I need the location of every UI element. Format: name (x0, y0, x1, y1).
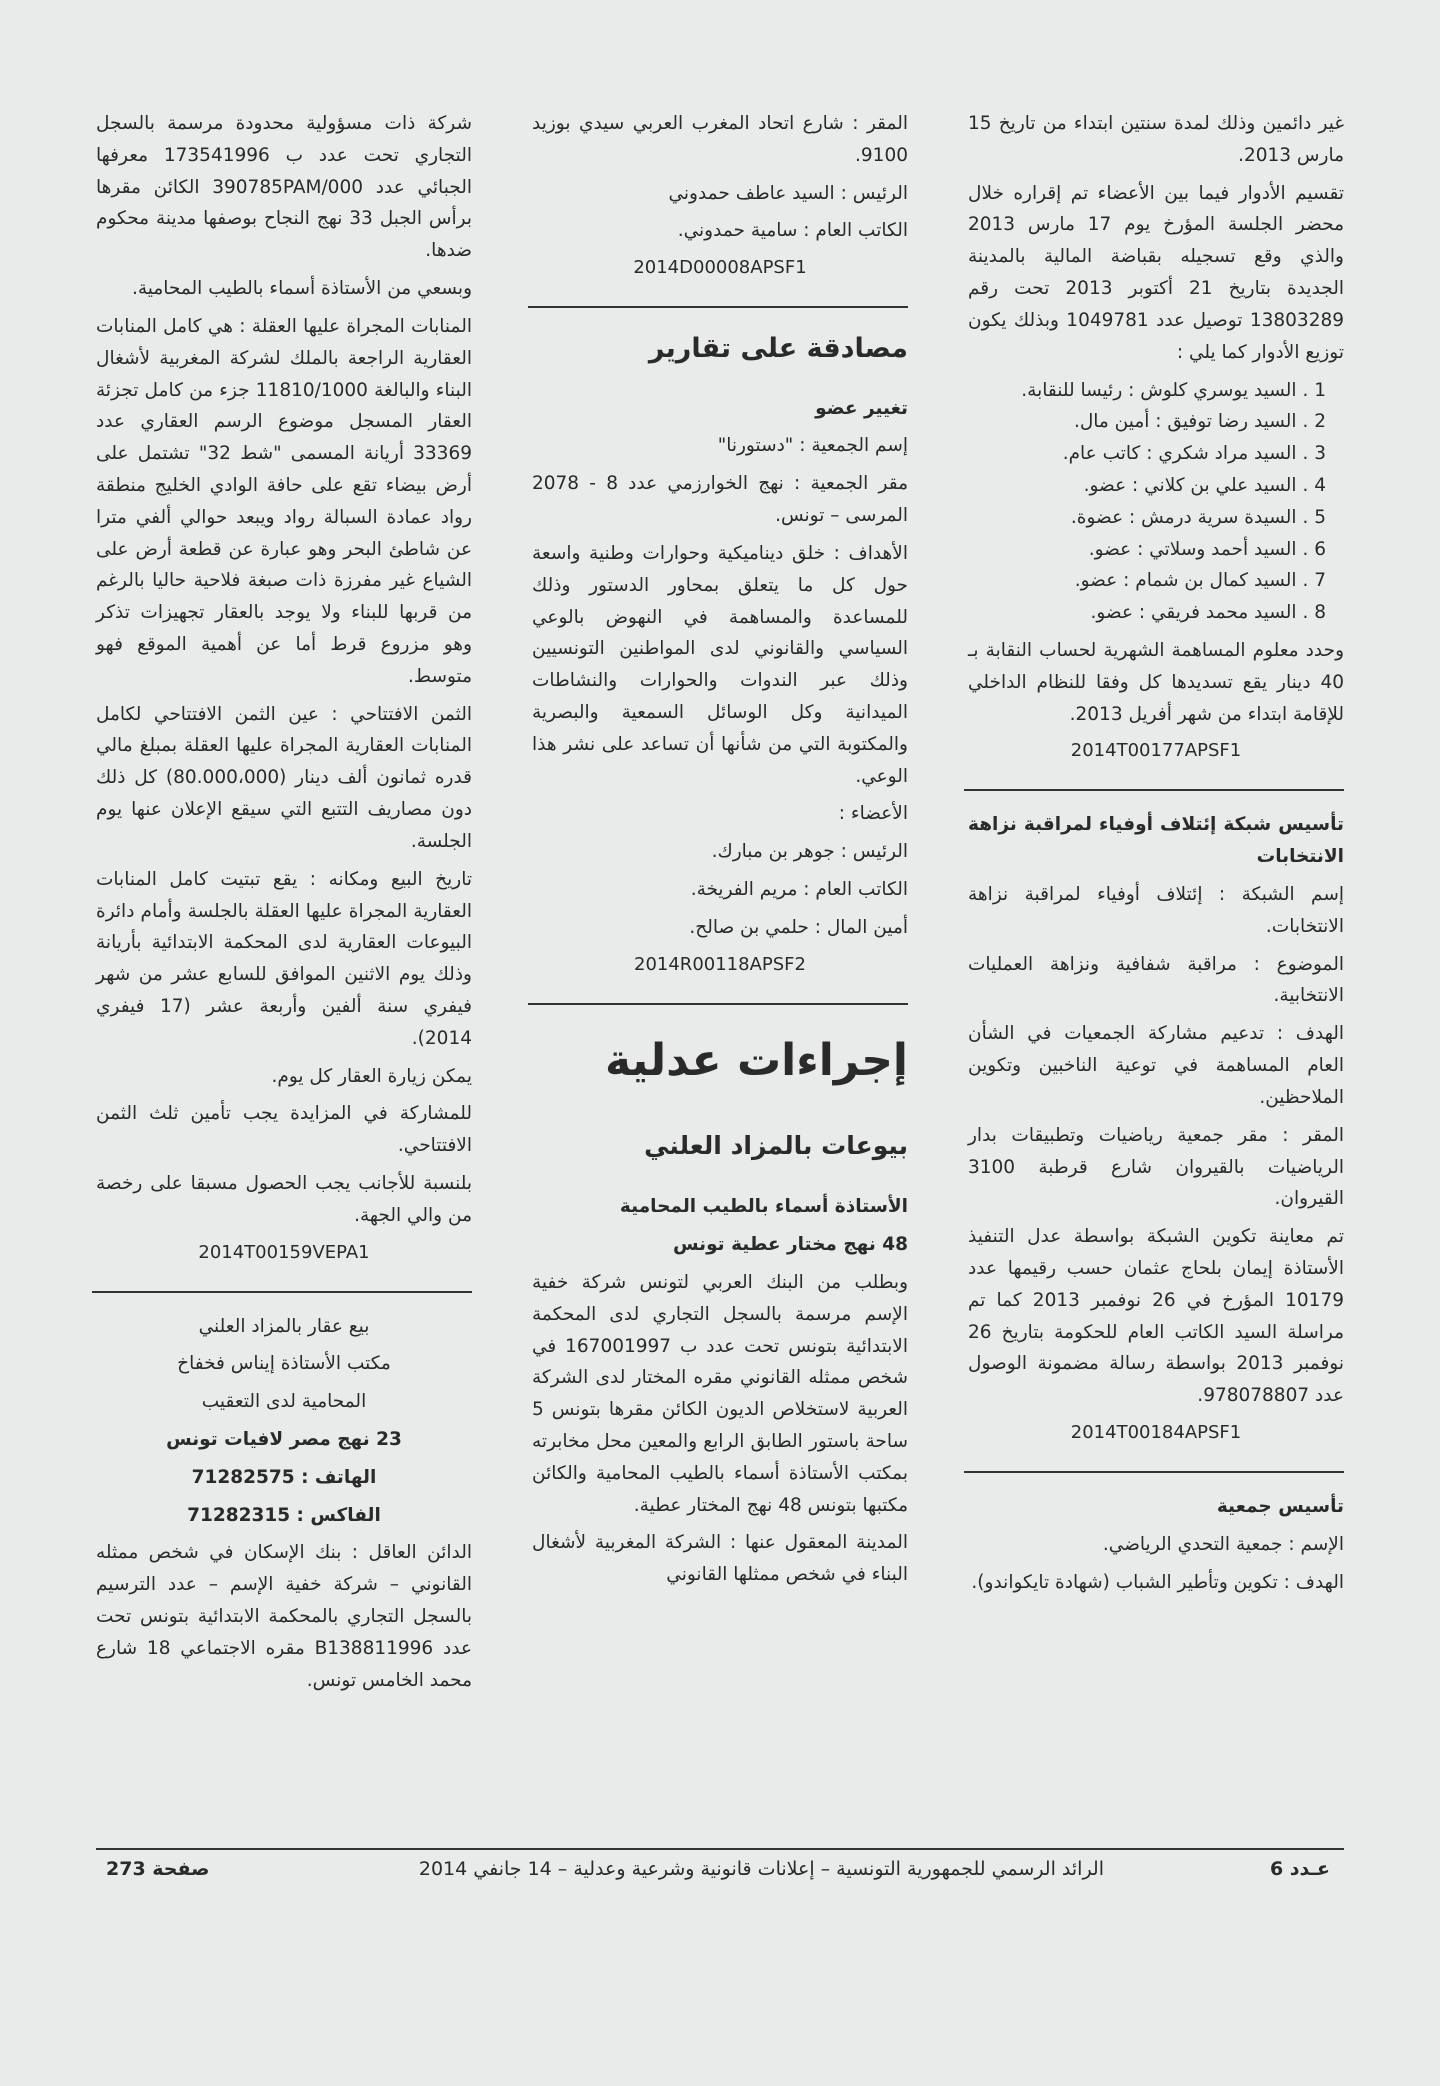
list-item: 2 . السيد رضا توفيق : أمين مال. (1073, 411, 1326, 433)
notice-heading: بيع عقار بالمزاد العلني (198, 1315, 370, 1337)
paragraph: الثمن الافتتاحي : عين الثمن الافتتاحي لكامل المنابات العقارية المجراة عليها العقلة بمبلغ مالي قدره ثمانون ألف دينار (80.000،000) كل ذلك دون مصاريف التتبع التي سيقع الإعلان عنها يوم الجلسة. (96, 703, 472, 852)
paragraph: الأهداف : خلق ديناميكية وحوارات وطنية واسعة حول كل ما يتعلق بمحاور الدستور وذلك للمساعدة والمساهمة في النهوض بالوعي السياسي والقانوني لدى المواطنين التونسيين وذلك عبر الندوات والحوارات والنشاطات الميدانية وكل الوسائل السمعية والبصرية والمكتوبة التي من شأنها أن تساعد على نشر هذا الوعي. (532, 542, 908, 787)
list-item: 4 . السيد علي بن كلاني : عضو. (1083, 474, 1326, 496)
paragraph: الهدف : تدعيم مشاركة الجمعيات في الشأن العام المساهمة في توعية الناخبين وتكوين الملاحظين. (968, 1023, 1344, 1108)
paragraph: الرئيس : جوهر بن مبارك. (711, 841, 908, 863)
office-phone: الهاتف : 71282575 (191, 1466, 377, 1488)
subsection-title: بيوعات بالمزاد العلني (644, 1131, 908, 1161)
divider (528, 1003, 908, 1005)
paragraph: تم معاينة تكوين الشبكة بواسطة عدل التنفيذ الأستاذة إيمان بلحاج عثمان حسب رقيمها عدد 10179 المؤرخ في 26 نوفمبر 2013 كما تم مراسلة السيد الكاتب العام للحكومة بتاريخ 26 نوفمبر 2013 بواسطة رسالة مضمونة الوصول عدد 978078807. (968, 1226, 1344, 1407)
paragraph: إسم الجمعية : "دستورنا" (717, 435, 908, 457)
office-title: المحامية لدى التعقيب (201, 1391, 367, 1413)
lawyer-address: 48 نهج مختار عطية تونس (672, 1234, 908, 1256)
paragraph: غير دائمين وذلك لمدة سنتين ابتداء من تاريخ 15 مارس 2013. (968, 113, 1344, 166)
paragraph: الموضوع : مراقبة شفافية ونزاهة العمليات الانتخابية. (968, 953, 1344, 1007)
section-title: مصادقة على تقارير (648, 333, 908, 365)
paragraph: أمين المال : حلمي بن صالح. (689, 916, 908, 938)
footer-divider (96, 1848, 1344, 1850)
list-item: 1 . السيد يوسري كلوش : رئيسا للنقابة. (1021, 379, 1326, 401)
paragraph: الكاتب العام : سامية حمدوني. (677, 220, 908, 242)
paragraph: الهدف : تكوين وتأطير الشباب (شهادة تايكواندو). (971, 1571, 1344, 1593)
list-item: 3 . السيد مراد شكري : كاتب عام. (1062, 443, 1326, 465)
paragraph: مقر الجمعية : نهج الخوارزمي عدد 8 - 2078 المرسى – تونس. (532, 473, 908, 527)
paragraph: يمكن زيارة العقار كل يوم. (271, 1065, 472, 1087)
paragraph: إسم الشبكة : إئتلاف أوفياء لمراقبة نزاهة الانتخابات. (968, 884, 1344, 937)
reference-code: 2014T00177APSF1 (1070, 740, 1242, 762)
divider (528, 306, 908, 308)
column-right (968, 108, 1344, 1604)
column-middle (532, 108, 908, 1597)
paragraph: وبسعي من الأستاذة أسماء بالطيب المحامية. (131, 278, 472, 300)
list-item: 7 . السيد كمال بن شمام : عضو. (1074, 570, 1326, 592)
section-title: إجراءات عدلية (605, 1034, 908, 1086)
paragraph: تقسيم الأدوار فيما بين الأعضاء تم إقراره خلال محضر الجلسة المؤرخ يوم 17 مارس 2013 والذي وقع تسجيله بقباضة المالية بالمدينة الجديدة بتاريخ 21 أكتوبر 2013 تحت رقم 13803289 توصيل عدد 1049781 وبذلك يكون توزيع الأدوار كما يلي : (968, 182, 1345, 363)
list-item: 8 . السيد محمد فريقي : عضو. (1090, 602, 1326, 624)
office-address: 23 نهج مصر لافيات تونس (166, 1429, 402, 1451)
notice-heading: تغيير عضو (815, 397, 908, 419)
paragraph: للمشاركة في المزايدة يجب تأمين ثلث الثمن الافتتاحي. (96, 1103, 472, 1157)
notice-heading: تأسيس شبكة إئتلاف أوفياء لمراقبة نزاهة الانتخابات (968, 814, 1344, 868)
footer-title: الرائد الرسمي للجمهورية التونسية – إعلانات قانونية وشرعية وعدلية – 14 جانفي 2014 (418, 1858, 1104, 1880)
list-item: 5 . السيدة سرية درمش : عضوة. (1070, 506, 1326, 528)
issue-number: عـدد 6 (1269, 1858, 1330, 1880)
divider (964, 1471, 1344, 1473)
reference-code: 2014T00159VEPA1 (198, 1241, 370, 1263)
reference-code: 2014R00118APSF2 (634, 953, 806, 975)
divider (92, 1291, 472, 1293)
paragraph: وحدد معلوم المساهمة الشهرية لحساب النقابة بـ 40 دينار يقع تسديدها كل وفقا للنظام الداخلي للإقامة ابتداء من شهر أفريل 2013. (968, 640, 1344, 725)
divider (964, 789, 1344, 791)
members-list (968, 375, 1344, 630)
column-left (96, 108, 472, 1703)
notice-heading: تأسيس جمعية (1216, 1495, 1344, 1517)
paragraph: الأعضاء : (838, 803, 908, 825)
paragraph: شركة ذات مسؤولية محدودة مرسمة بالسجل التجاري تحت عدد ب 173541996 معرفها الجبائي عدد 390785PAM/000 الكائن مقرها برأس الجبل 33 نهج النجاح بوصفها مدينة محكوم ضدها. (96, 113, 472, 262)
paragraph: تاريخ البيع ومكانه : يقع تبتيت كامل المنابات العقارية المجراة عليها العقلة بالجلسة وأمام دائرة البيوعات العقارية لدى المحكمة الابتدائية بأريانة وذلك يوم الاثنين الموافق للسابع عشر من شهر فيفري سنة ألفين وأربعة عشر (17 فيفري 2014). (96, 868, 472, 1049)
paragraph: الدائن العاقل : بنك الإسكان في شخص ممثله القانوني – شركة خفية الإسم – عدد الترسيم بالسجل التجاري بالمحكمة الابتدائية بتونس تحت عدد B138811996 مقره الاجتماعي 18 شارع محمد الخامس تونس. (96, 1542, 472, 1691)
page-footer (96, 1858, 1344, 1898)
reference-code: 2014D00008APSF1 (633, 257, 807, 279)
list-item: 6 . السيد أحمد وسلاتي : عضو. (1088, 538, 1326, 560)
office-fax: الفاكس : 71282315 (187, 1504, 381, 1526)
paragraph: المقر : مقر جمعية رياضيات وتطبيقات بدار الرياضيات بالقيروان شارع قرطبة 3100 القيروان. (968, 1124, 1344, 1210)
paragraph: الرئيس : السيد عاطف حمدوني (668, 182, 908, 204)
office-name: مكتب الأستاذة إيناس فخفاخ (177, 1353, 391, 1375)
page-number: صفحة 273 (106, 1858, 210, 1880)
paragraph: المنابات المجراة عليها العقلة : هي كامل المنابات العقارية الراجعة بالملك لشركة المغربية لأشغال البناء والبالغة 11810/1000 جزء من كامل تجزئة العقار المسجل موضوع الرسم العقاري عدد 33369 أريانة المسمى "شط 32" تشتمل على أرض بيضاء تقع على حافة الوادي الخليج منطقة رواد عمادة السبالة رواد ويبعد حوالي ألفي مترا عن شاطئ البحر وهو عبارة عن قطعة أرض على الشياع غير مفرزة ذات صبغة فلاحية حاليا بالرغم من قربها للبناء ولا يوجد بالعقار تجهيزات تذكر وهو مزروع قرط أما عن أهمية الموقع فهو متوسط. (96, 315, 472, 687)
lawyer-name: الأستاذة أسماء بالطيب المحامية (619, 1196, 908, 1218)
paragraph: المدينة المعقول عنها : الشركة المغربية لأشغال البناء في شخص ممثلها القانوني (532, 1532, 908, 1586)
paragraph: الكاتب العام : مريم الفريخة. (690, 879, 908, 901)
reference-code: 2014T00184APSF1 (1070, 1422, 1242, 1444)
paragraph: بلنسبة للأجانب يجب الحصول مسبقا على رخصة من والي الجهة. (96, 1173, 472, 1226)
paragraph: الإسم : جمعية التحدي الرياضي. (1102, 1533, 1344, 1555)
paragraph: المقر : شارع اتحاد المغرب العربي سيدي بوزيد 9100. (532, 113, 908, 166)
paragraph: وبطلب من البنك العربي لتونس شركة خفية الإسم مرسمة بالسجل التجاري لدى المحكمة الابتدائية بتونس تحت عدد ب 167001997 في شخص ممثله القانوني مقره المختار لدى الشركة العربية لاستخلاص الديون الكائن مقرها بتونس 5 ساحة باستور الطابق الرابع والمعين محل مخابرته بمكتب الأستاذة أسماء بالطيب المحامية والكائن مكتبها بتونس 48 نهج المختار عطية. (532, 1271, 908, 1516)
